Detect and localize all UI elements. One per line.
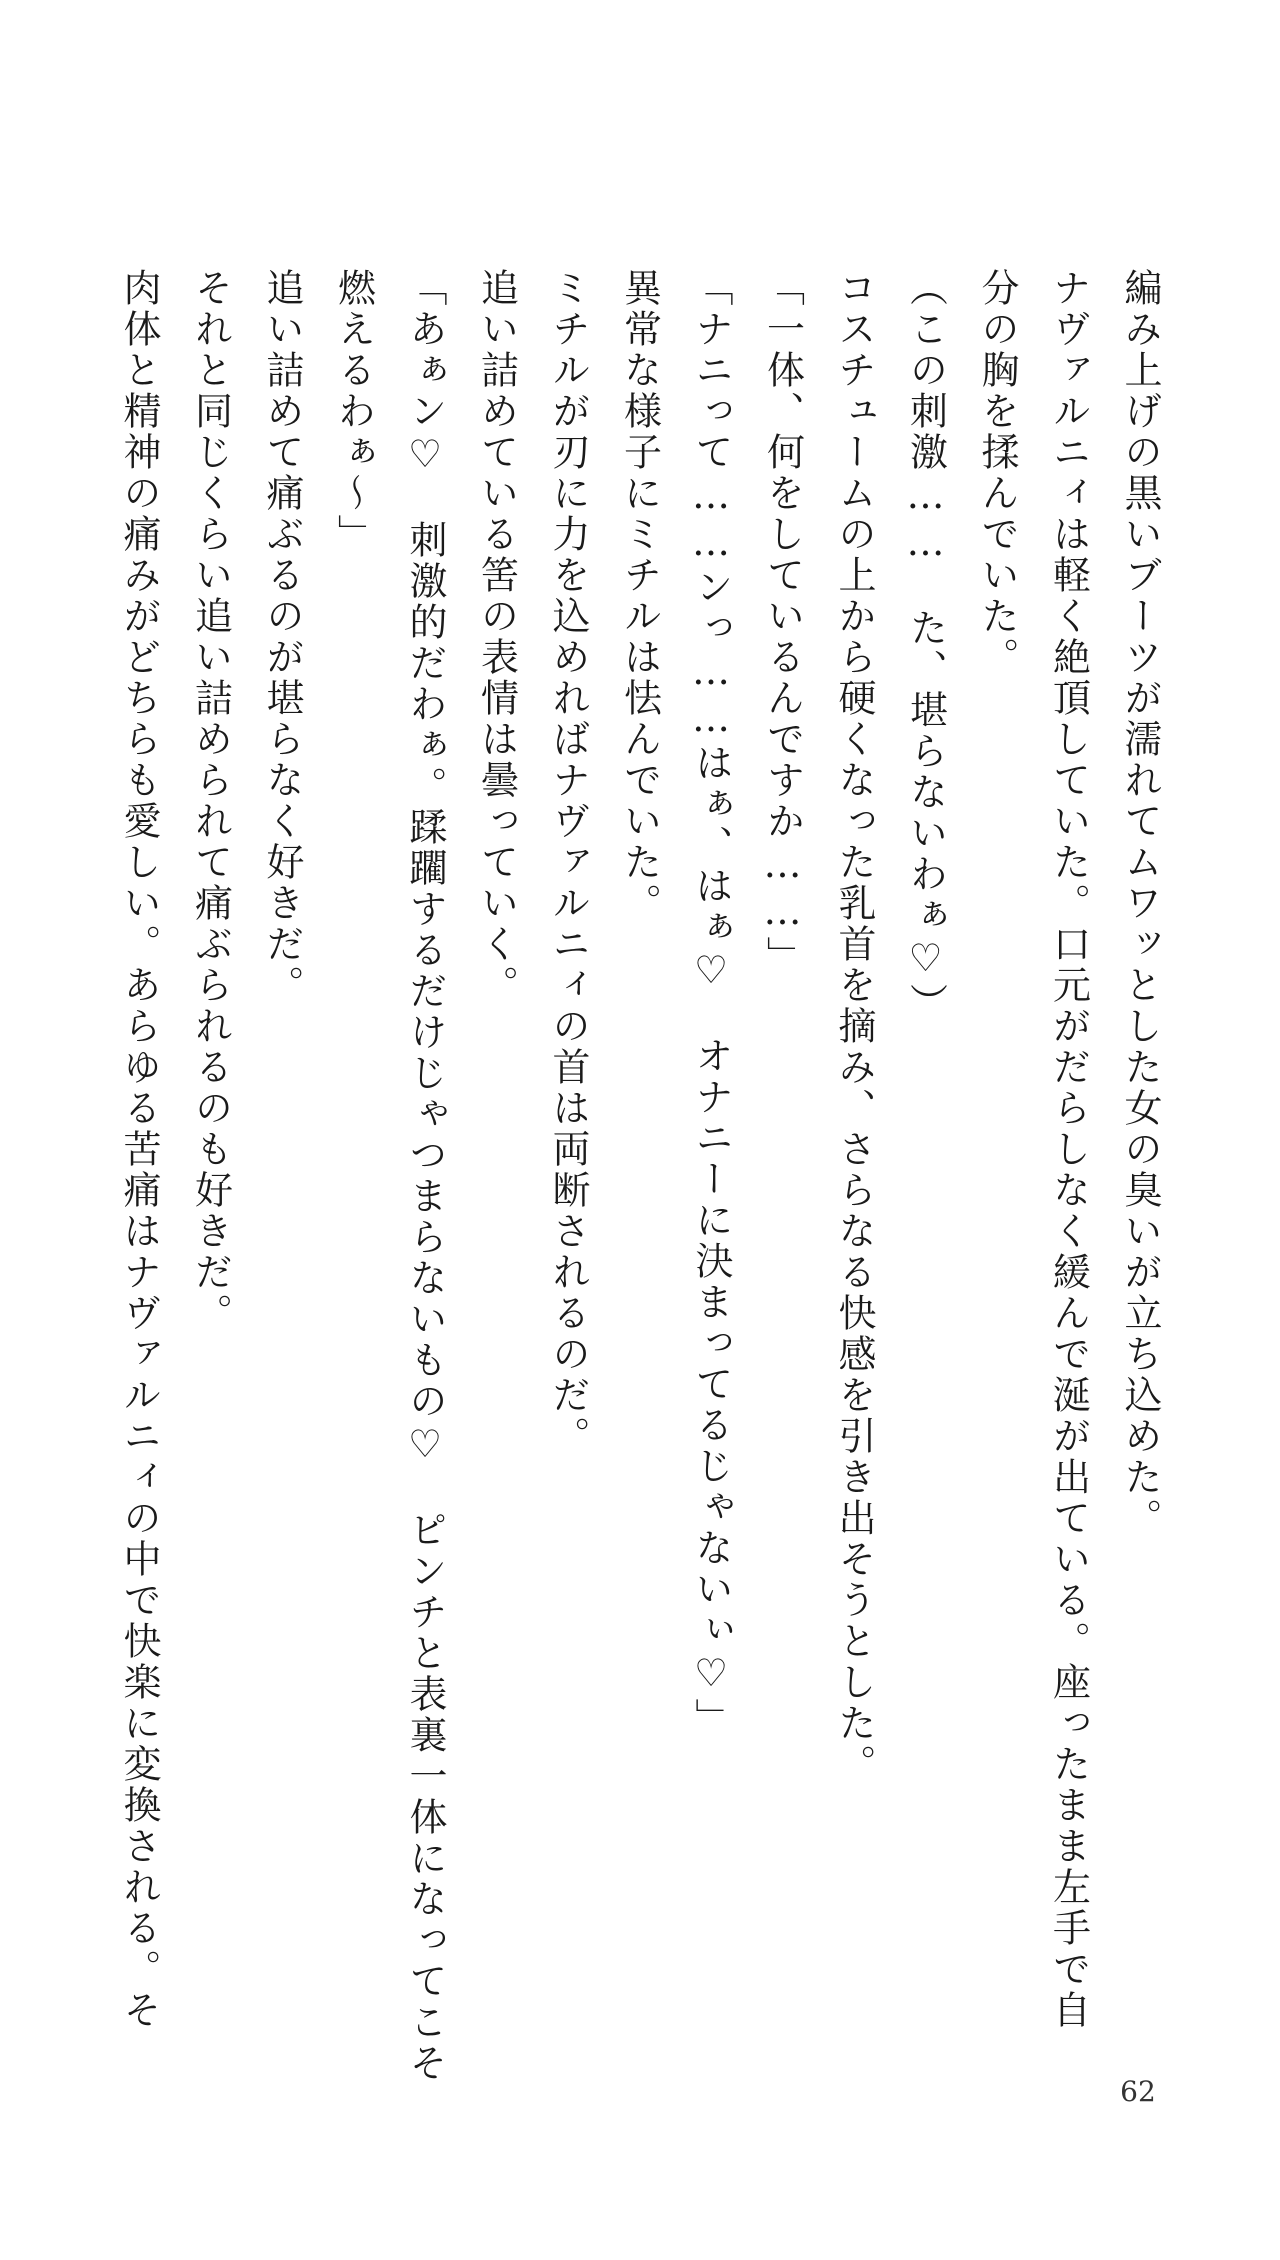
vertical-text-body bbox=[117, 268, 1175, 2108]
text-line-2: ナヴァルニィは軽く絶頂していた。口元がだらしなく緩んで涎が出ている。座ったまま左手で自 bbox=[1046, 268, 1091, 2031]
text-line-6: 「一体、何をしているんですか……」 bbox=[760, 268, 805, 977]
text-line-11: 「あぁン♡ 刺激的だわぁ。蹂躙するだけじゃつまらないもの♡ ピンチと表裏一体になってこそ bbox=[403, 268, 447, 2084]
text-line-4: （この刺激…… た、堪らないわぁ♡） bbox=[903, 268, 948, 1024]
text-line-8: 異常な様子にミチルは怯んでいた。 bbox=[617, 268, 662, 924]
text-line-3: 分の胸を揉んでいた。 bbox=[975, 268, 1019, 678]
text-line-12: 燃えるわぁ〜」 bbox=[331, 268, 376, 555]
text-line-14: それと同じくらい追い詰められて痛ぶられるのも好きだ。 bbox=[188, 268, 233, 1334]
text-line-9: ミチルが刃に力を込めればナヴァルニィの首は両断されるのだ。 bbox=[546, 268, 590, 1457]
page-number: 62 bbox=[1120, 2075, 1156, 2108]
text-line-5: コスチュームの上から硬くなった乳首を摘み、さらなる快感を引き出そうとした。 bbox=[832, 268, 876, 1785]
text-line-10: 追い詰めている筈の表情は曇っていく。 bbox=[474, 268, 519, 1006]
text-line-15: 肉体と精神の痛みがどちらも愛しい。あらゆる苦痛はナヴァルニィの中で快楽に変換される。そ bbox=[117, 268, 161, 2031]
text-line-13: 追い詰めて痛ぶるのが堪らなく好きだ。 bbox=[260, 268, 304, 1006]
text-line-1: 編み上げの黒いブーツが濡れてムワッとした女の臭いが立ち込めた。 bbox=[1118, 268, 1162, 1539]
text-line-7: 「ナニって……ンっ……はぁ、はぁ♡ オナニーに決まってるじゃないぃ♡」 bbox=[689, 268, 733, 1739]
